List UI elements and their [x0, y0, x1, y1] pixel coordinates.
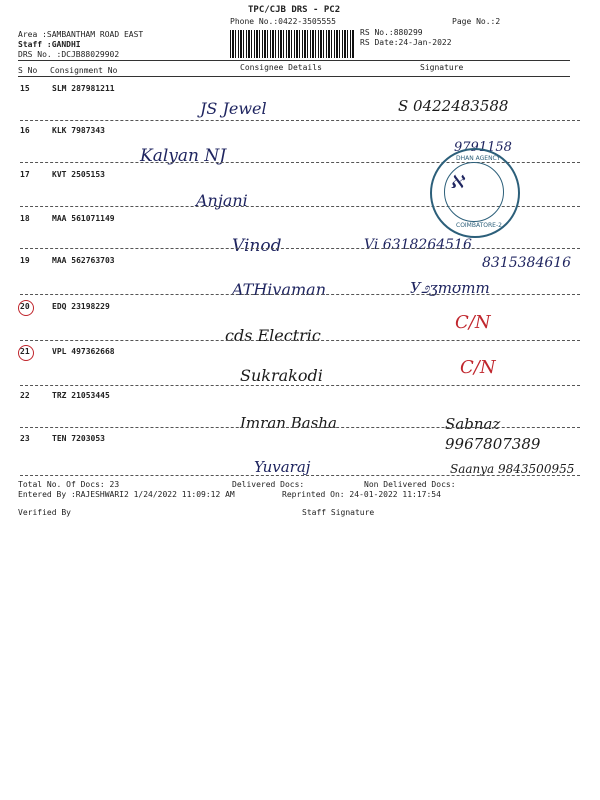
- row-consignment: KVT 2505153: [52, 170, 105, 179]
- entered-by: Entered By :RAJESHWARI2 1/24/2022 11:09:12 AM: [18, 490, 235, 499]
- row-divider: [20, 340, 580, 341]
- row-divider: [20, 294, 580, 295]
- row-consignment: KLK 7987343: [52, 126, 105, 135]
- row-consignee: cds Electric: [225, 326, 321, 345]
- row-signature: Saanya 9843500955: [450, 462, 575, 476]
- row-consignee: ATHivaman: [232, 280, 327, 299]
- row-divider: [20, 248, 580, 249]
- col-details: Consignee Details: [240, 63, 322, 72]
- stamp-bottom-text: COIMBATORE-2: [456, 222, 502, 229]
- delivered-docs: Delivered Docs:: [232, 480, 305, 489]
- col-sno: S No: [18, 66, 38, 75]
- row-signature: Sabnaz 9967807389: [445, 415, 541, 453]
- row-sno: 15: [20, 84, 30, 93]
- row-divider: [20, 427, 580, 428]
- row-signature-scribble: У೨ʒmʊmm: [410, 279, 490, 297]
- row-consignment: TEN 7203053: [52, 434, 105, 443]
- row-divider: [20, 120, 580, 121]
- page-number: Page No.:2: [452, 17, 501, 26]
- row-consignment: EDQ 23198229: [52, 302, 110, 311]
- row-signature: 9791158: [454, 140, 512, 155]
- area: Area :SAMBANTHAM ROAD EAST: [18, 30, 144, 39]
- doc-title: TPC/CJB DRS - PC2: [248, 5, 341, 15]
- row-consignee: Anjani: [196, 191, 248, 210]
- row-consignment: MAA 561071149: [52, 214, 115, 223]
- row-sno: 19: [20, 256, 30, 265]
- row-sno: 20: [20, 302, 30, 311]
- drs-number: DRS No. :DCJB88029902: [18, 50, 120, 59]
- row-sno: 23: [20, 434, 30, 443]
- row-sno: 22: [20, 391, 30, 400]
- row-consignee: Sukrakodi: [240, 366, 323, 385]
- row-sno: 18: [20, 214, 30, 223]
- columns-divider: [18, 76, 570, 77]
- row-divider: [20, 385, 580, 386]
- row-signature: C/N: [460, 357, 496, 378]
- phone-number: Phone No.:0422-3505555: [230, 17, 336, 26]
- rs-date: RS Date:24-Jan-2022: [360, 38, 452, 47]
- row-consignment: MAA 562763703: [52, 256, 115, 265]
- row-signature: S 0422483588: [398, 97, 509, 115]
- barcode: [230, 30, 355, 58]
- row-signature: Vi 6318264516: [364, 237, 472, 253]
- total-docs: Total No. Of Docs: 23: [18, 480, 120, 489]
- stamp-top-text: DHAN AGENCY: [456, 155, 501, 162]
- row-sno: 16: [20, 126, 30, 135]
- row-consignment: VPL 497362668: [52, 347, 115, 356]
- non-delivered-docs: Non Delivered Docs:: [364, 480, 456, 489]
- reprinted-on: Reprinted On: 24-01-2022 11:17:54: [282, 490, 441, 499]
- row-consignee: JS Jewel: [200, 99, 267, 118]
- staff: Staff :GANDHI: [18, 40, 81, 49]
- row-signature: C/N: [455, 312, 491, 333]
- row-consignee: Yuvaraj: [254, 458, 311, 476]
- row-consignee: Imran Basha: [240, 414, 337, 432]
- row-consignee: Kalyan NJ: [140, 146, 227, 166]
- verified-by: Verified By: [18, 508, 71, 517]
- row-consignment: SLM 287981211: [52, 84, 115, 93]
- header-divider: [18, 60, 570, 61]
- row-sno: 21: [20, 347, 30, 356]
- row-signature: 8315384616: [482, 255, 572, 271]
- col-consignment: Consignment No: [50, 66, 118, 75]
- row-sno: 17: [20, 170, 30, 179]
- rs-number: RS No.:880299: [360, 28, 423, 37]
- company-stamp: [430, 148, 520, 238]
- row-divider: [20, 475, 580, 476]
- stamp-signature: ℵ: [450, 172, 464, 193]
- row-consignment: TRZ 21053445: [52, 391, 110, 400]
- col-signature: Signature: [420, 63, 464, 72]
- row-consignee: Vinod: [232, 236, 282, 256]
- staff-signature: Staff Signature: [302, 508, 375, 517]
